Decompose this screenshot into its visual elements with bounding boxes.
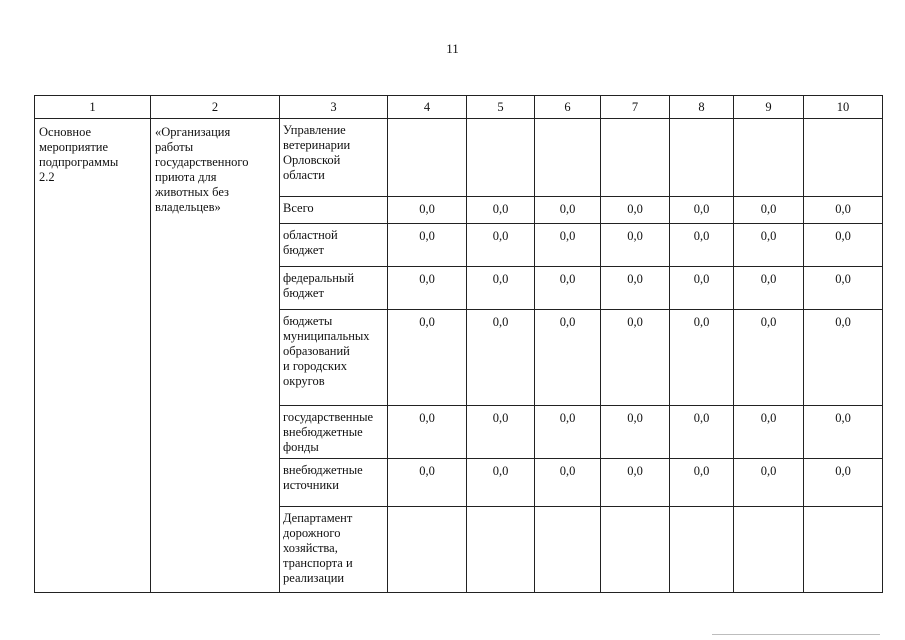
value-cell: 0,0 xyxy=(670,459,734,507)
value-cell: 0,0 xyxy=(467,459,535,507)
value-cell: 0,0 xyxy=(601,267,670,310)
value-cell: 0,0 xyxy=(804,224,883,267)
column-header-9: 9 xyxy=(734,96,804,119)
column-header-7: 7 xyxy=(601,96,670,119)
value-cell: 0,0 xyxy=(388,197,467,224)
column-header-4: 4 xyxy=(388,96,467,119)
value-cell: 0,0 xyxy=(734,459,804,507)
column-header-2: 2 xyxy=(151,96,280,119)
value-cell: 0,0 xyxy=(734,310,804,406)
funding-source-cell: Управление ветеринарии Орловской области xyxy=(280,119,388,197)
measure-name-cell: «Организация работы государственного приюта для животных без владельцев» xyxy=(151,119,280,593)
table-row xyxy=(35,119,883,197)
funding-source-cell: федеральный бюджет xyxy=(280,267,388,310)
funding-source-cell: бюджеты муниципальных образований и городских округов xyxy=(280,310,388,406)
value-cell: 0,0 xyxy=(388,459,467,507)
value-cell xyxy=(388,507,467,593)
header-row xyxy=(35,96,883,119)
value-cell: 0,0 xyxy=(804,406,883,459)
funding-source-cell: областной бюджет xyxy=(280,224,388,267)
value-cell xyxy=(670,507,734,593)
value-cell: 0,0 xyxy=(601,406,670,459)
value-cell: 0,0 xyxy=(467,197,535,224)
budget-table xyxy=(34,95,883,593)
value-cell xyxy=(467,119,535,197)
value-cell xyxy=(804,507,883,593)
value-cell xyxy=(670,119,734,197)
value-cell xyxy=(601,119,670,197)
value-cell xyxy=(467,507,535,593)
value-cell: 0,0 xyxy=(670,406,734,459)
value-cell: 0,0 xyxy=(670,224,734,267)
page-number: 11 xyxy=(446,41,459,56)
value-cell: 0,0 xyxy=(601,197,670,224)
value-cell: 0,0 xyxy=(734,406,804,459)
value-cell: 0,0 xyxy=(535,267,601,310)
value-cell xyxy=(734,119,804,197)
value-cell: 0,0 xyxy=(601,459,670,507)
column-header-10: 10 xyxy=(804,96,883,119)
value-cell xyxy=(388,119,467,197)
page-footer-line xyxy=(712,634,880,635)
value-cell: 0,0 xyxy=(467,310,535,406)
column-header-6: 6 xyxy=(535,96,601,119)
value-cell: 0,0 xyxy=(467,224,535,267)
column-header-3: 3 xyxy=(280,96,388,119)
value-cell: 0,0 xyxy=(804,459,883,507)
value-cell xyxy=(734,507,804,593)
value-cell: 0,0 xyxy=(601,224,670,267)
funding-source-cell: Департамент дорожного хозяйства, транспорта и реализации xyxy=(280,507,388,593)
value-cell: 0,0 xyxy=(535,224,601,267)
value-cell xyxy=(535,507,601,593)
value-cell: 0,0 xyxy=(535,197,601,224)
value-cell: 0,0 xyxy=(670,310,734,406)
column-header-5: 5 xyxy=(467,96,535,119)
value-cell: 0,0 xyxy=(804,197,883,224)
funding-source-cell: государственные внебюджетные фонды xyxy=(280,406,388,459)
value-cell: 0,0 xyxy=(601,310,670,406)
value-cell: 0,0 xyxy=(670,267,734,310)
value-cell: 0,0 xyxy=(388,406,467,459)
column-header-1: 1 xyxy=(35,96,151,119)
value-cell: 0,0 xyxy=(467,406,535,459)
funding-source-cell: внебюджетные источники xyxy=(280,459,388,507)
value-cell xyxy=(535,119,601,197)
value-cell: 0,0 xyxy=(467,267,535,310)
value-cell: 0,0 xyxy=(535,406,601,459)
value-cell: 0,0 xyxy=(535,459,601,507)
value-cell: 0,0 xyxy=(535,310,601,406)
column-header-8: 8 xyxy=(670,96,734,119)
value-cell: 0,0 xyxy=(804,267,883,310)
value-cell: 0,0 xyxy=(734,224,804,267)
value-cell: 0,0 xyxy=(670,197,734,224)
measure-label-cell: Основное мероприятие подпрограммы 2.2 xyxy=(35,119,151,593)
value-cell: 0,0 xyxy=(804,310,883,406)
value-cell: 0,0 xyxy=(388,224,467,267)
value-cell xyxy=(601,507,670,593)
value-cell: 0,0 xyxy=(388,310,467,406)
funding-source-cell: Всего xyxy=(280,197,388,224)
value-cell xyxy=(804,119,883,197)
value-cell: 0,0 xyxy=(734,267,804,310)
value-cell: 0,0 xyxy=(734,197,804,224)
value-cell: 0,0 xyxy=(388,267,467,310)
